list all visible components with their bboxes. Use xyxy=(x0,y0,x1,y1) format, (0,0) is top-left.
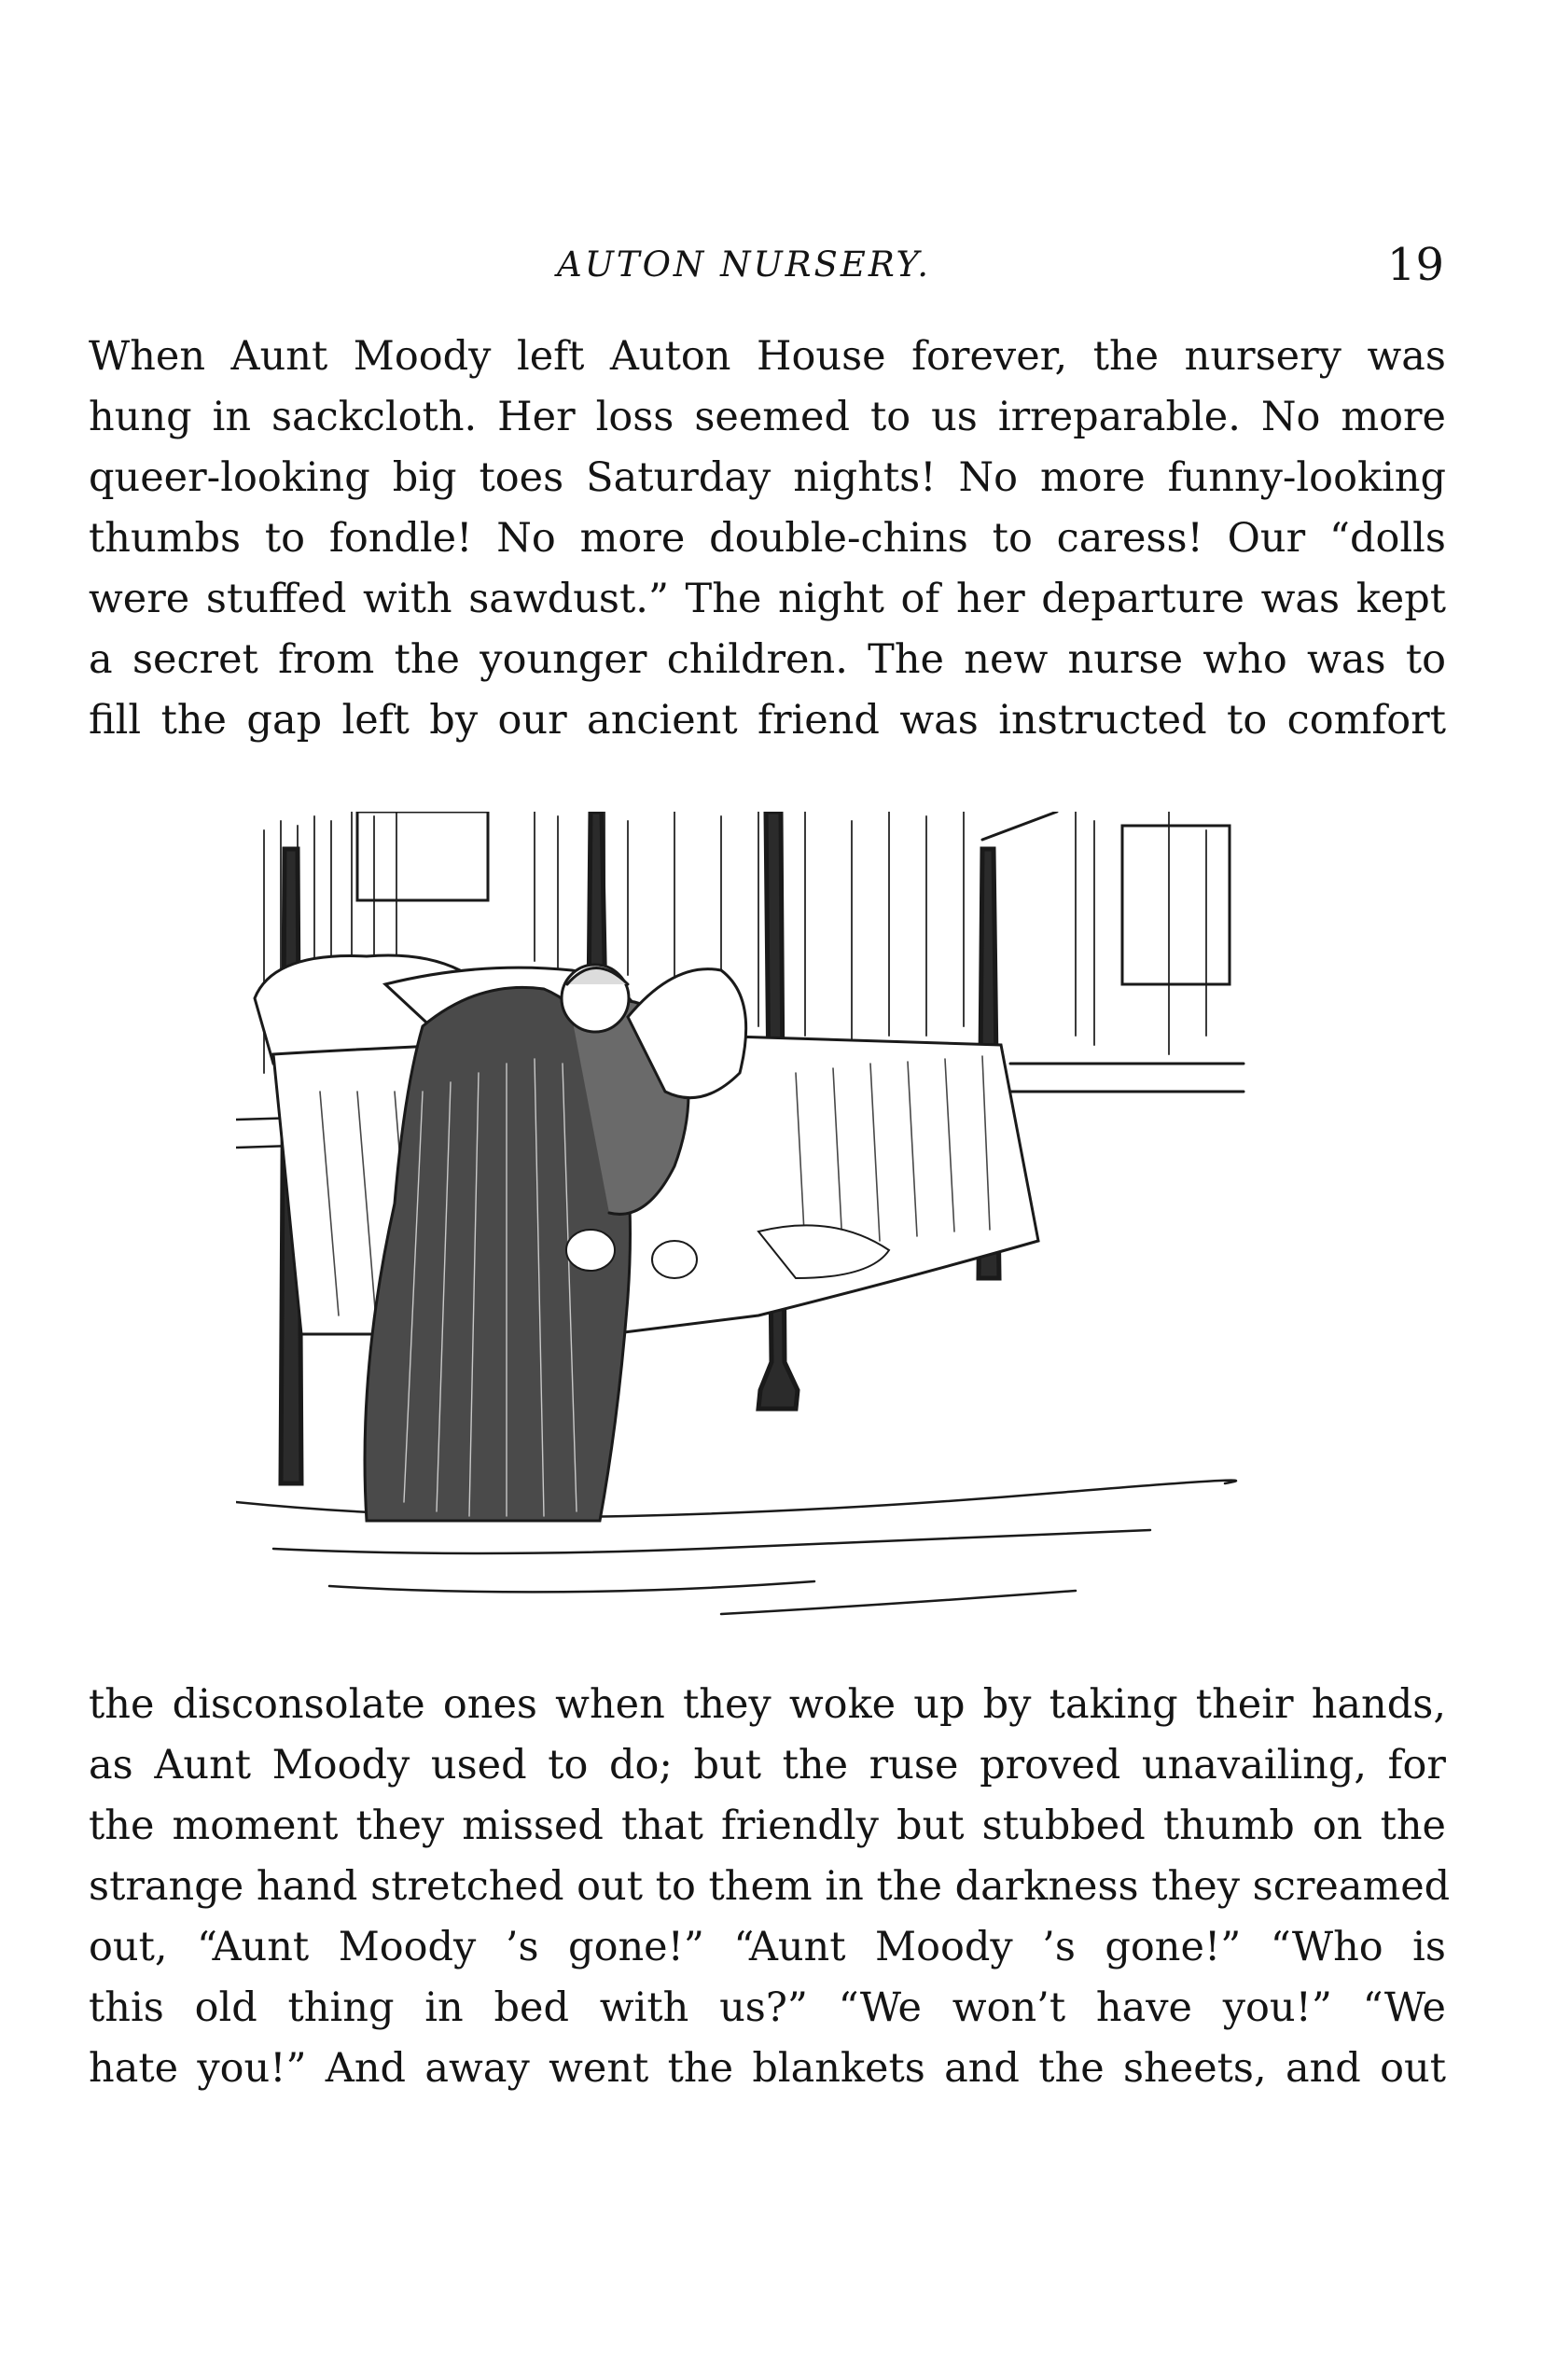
text-line: hung in sackcloth. Her loss seemed to us irreparable. No more xyxy=(89,394,1446,440)
text-line: the moment they missed that friendly but stubbed thumb on the xyxy=(89,1802,1446,1849)
bedside-engraving-illustration xyxy=(236,812,1248,1628)
text-line: hate you!” And away went the blankets and the sheets, and out xyxy=(89,2045,1446,2092)
paragraph-bottom xyxy=(89,1675,1451,2099)
page-number: 19 xyxy=(1386,239,1444,291)
text-line: strange hand stretched out to them in the darkness they screamed xyxy=(89,1863,1451,1910)
running-head xyxy=(89,239,1455,304)
text-line: out, “Aunt Moody ’s gone!” “Aunt Moody ’s gone!” “Who is xyxy=(89,1924,1446,1970)
text-line: a secret from the younger children. The new nurse who was to xyxy=(89,636,1446,683)
text-line: fill the gap left by our ancient friend was instructed to comfort xyxy=(89,697,1446,744)
text-line: thumbs to fondle! No more double-chins to caress! Our “dolls xyxy=(89,515,1446,562)
text-line: queer-looking big toes Saturday nights! No more funny-looking xyxy=(89,454,1446,501)
running-title: AUTON NURSERY. xyxy=(557,244,931,285)
text-line: as Aunt Moody used to do; but the ruse proved unavailing, for xyxy=(89,1742,1446,1788)
text-line: When Aunt Moody left Auton House forever, the nursery was xyxy=(89,333,1446,380)
text-line: were stuffed with sawdust.” The night of her departure was kept xyxy=(89,576,1446,622)
paragraph-top xyxy=(89,327,1446,751)
text-line: this old thing in bed with us?” “We won’t have you!” “We xyxy=(89,1984,1446,2031)
text-line: the disconsolate ones when they woke up by taking their hands, xyxy=(89,1681,1446,1728)
